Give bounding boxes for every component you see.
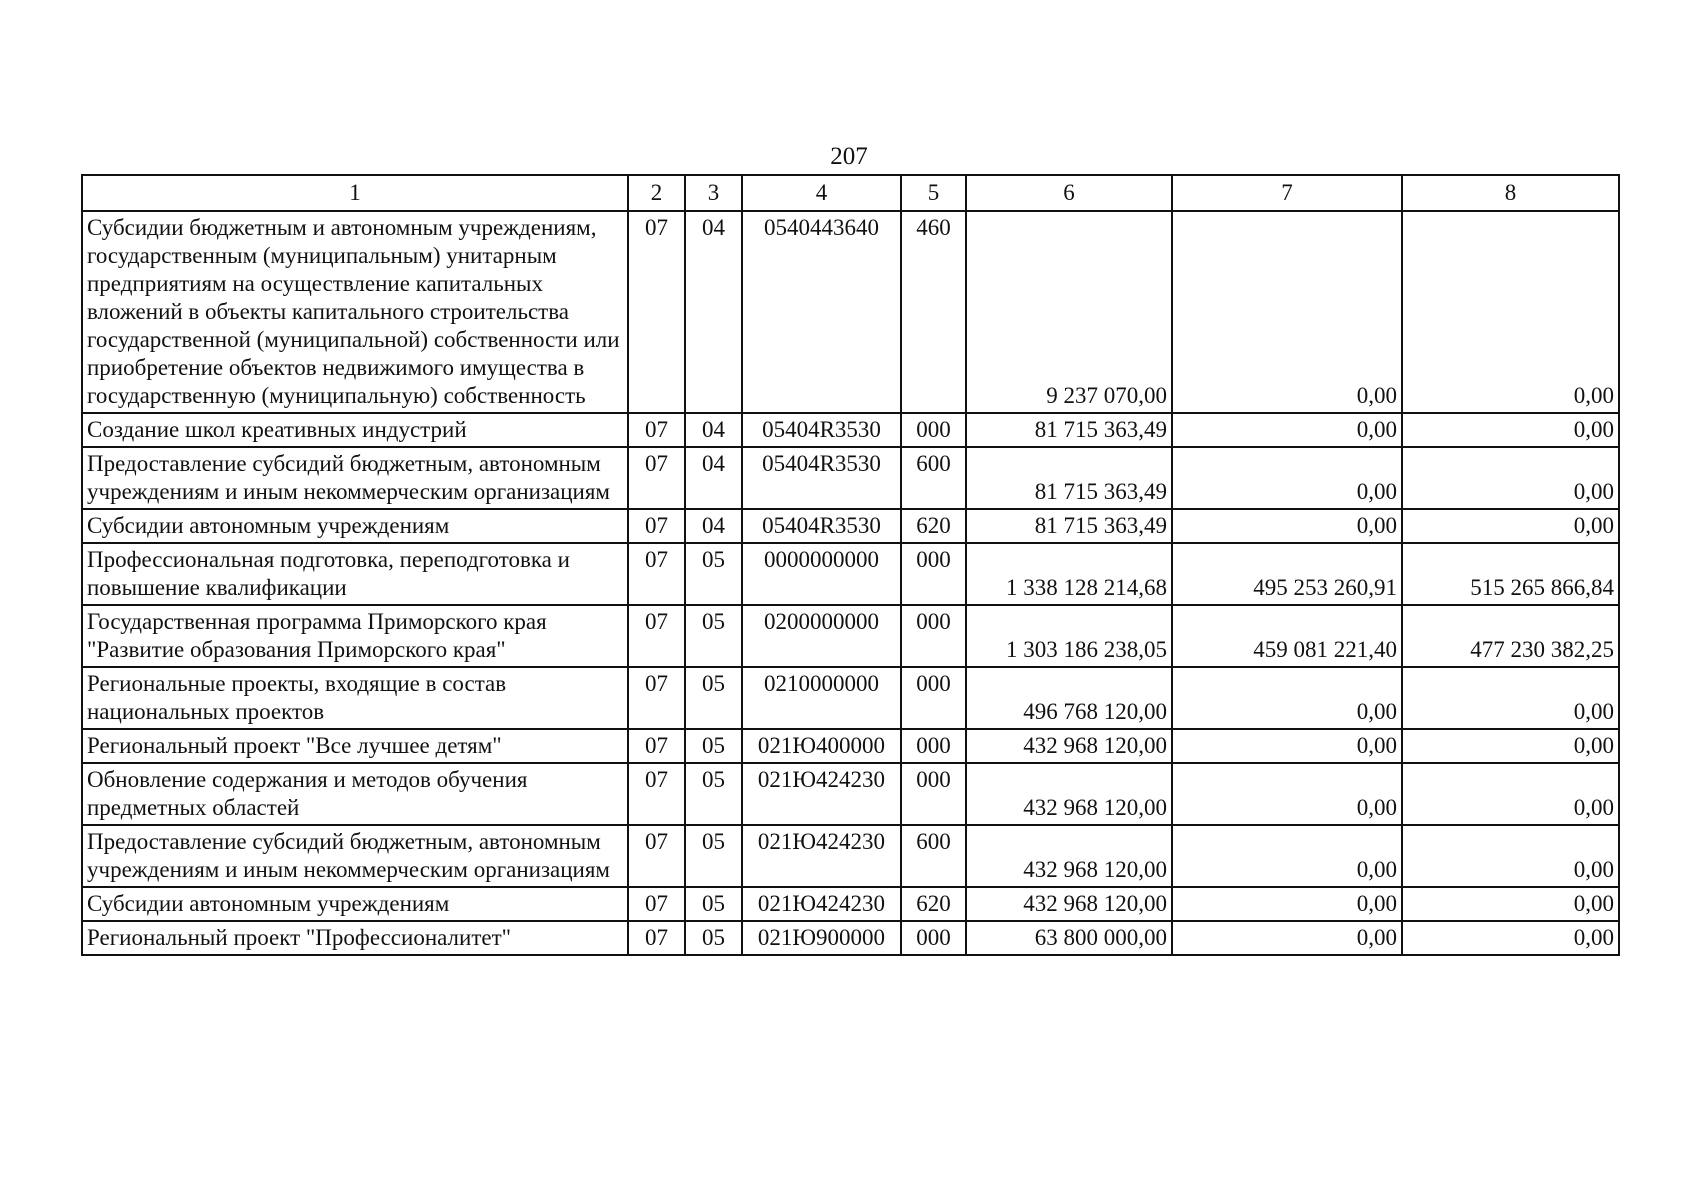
row-amount-col7: 0,00 — [1172, 667, 1402, 729]
row-amount-col8: 477 230 382,25 — [1402, 605, 1619, 667]
row-name: Субсидии автономным учреждениям — [82, 887, 628, 921]
row-expense-type: 460 — [901, 211, 966, 413]
row-target-article: 0000000000 — [742, 543, 901, 605]
row-expense-type: 000 — [901, 543, 966, 605]
row-amount-col7: 0,00 — [1172, 825, 1402, 887]
row-expense-type: 000 — [901, 605, 966, 667]
row-amount-col7: 459 081 221,40 — [1172, 605, 1402, 667]
row-name: Профессиональная подготовка, переподготовка и повышение квалификации — [82, 543, 628, 605]
row-target-article: 021Ю424230 — [742, 887, 901, 921]
row-expense-type: 000 — [901, 667, 966, 729]
row-section-code: 07 — [628, 763, 685, 825]
row-amount-col8: 0,00 — [1402, 921, 1619, 955]
row-name: Субсидии автономным учреждениям — [82, 509, 628, 543]
row-amount-col8: 0,00 — [1402, 667, 1619, 729]
row-subsection-code: 04 — [685, 509, 742, 543]
row-amount-col6: 1 338 128 214,68 — [966, 543, 1172, 605]
header-col-4: 4 — [742, 175, 901, 211]
row-expense-type: 600 — [901, 447, 966, 509]
table-row — [82, 763, 1619, 825]
header-col-2: 2 — [628, 175, 685, 211]
row-target-article: 021Ю900000 — [742, 921, 901, 955]
row-amount-col8: 0,00 — [1402, 211, 1619, 413]
row-name: Государственная программа Приморского края "Развитие образования Приморского края" — [82, 605, 628, 667]
table-row — [82, 667, 1619, 729]
row-section-code: 07 — [628, 447, 685, 509]
row-expense-type: 620 — [901, 509, 966, 543]
row-amount-col8: 0,00 — [1402, 887, 1619, 921]
row-section-code: 07 — [628, 413, 685, 447]
row-amount-col7: 0,00 — [1172, 921, 1402, 955]
row-expense-type: 600 — [901, 825, 966, 887]
row-name: Обновление содержания и методов обучения предметных областей — [82, 763, 628, 825]
row-name: Предоставление субсидий бюджетным, автономным учреждениям и иным некоммерческим организациям — [82, 825, 628, 887]
row-amount-col8: 0,00 — [1402, 413, 1619, 447]
row-subsection-code: 04 — [685, 211, 742, 413]
row-subsection-code: 05 — [685, 729, 742, 763]
row-subsection-code: 04 — [685, 447, 742, 509]
row-expense-type: 000 — [901, 729, 966, 763]
row-subsection-code: 04 — [685, 413, 742, 447]
row-target-article: 05404R3530 — [742, 447, 901, 509]
table-row — [82, 509, 1619, 543]
row-expense-type: 000 — [901, 763, 966, 825]
row-amount-col7: 0,00 — [1172, 729, 1402, 763]
row-amount-col8: 515 265 866,84 — [1402, 543, 1619, 605]
table-body — [82, 211, 1619, 955]
row-name: Субсидии бюджетным и автономным учреждениям, государственным (муниципальным) унитарным предприятиям на осуществление капитальных вложений в объекты капитального строительства государственной (муниципальной) собственности или приобретение объектов недвижимого имущества в государственную (муниципальную) собственность — [82, 211, 628, 413]
row-amount-col7: 0,00 — [1172, 447, 1402, 509]
row-section-code: 07 — [628, 921, 685, 955]
page-number: 207 — [830, 143, 868, 170]
row-subsection-code: 05 — [685, 763, 742, 825]
row-subsection-code: 05 — [685, 667, 742, 729]
row-amount-col7: 495 253 260,91 — [1172, 543, 1402, 605]
budget-table — [81, 174, 1620, 956]
row-name: Региональный проект "Все лучшее детям" — [82, 729, 628, 763]
row-amount-col6: 432 968 120,00 — [966, 825, 1172, 887]
row-amount-col7: 0,00 — [1172, 413, 1402, 447]
row-amount-col6: 81 715 363,49 — [966, 447, 1172, 509]
header-col-6: 6 — [966, 175, 1172, 211]
row-section-code: 07 — [628, 509, 685, 543]
header-col-5: 5 — [901, 175, 966, 211]
row-target-article: 021Ю424230 — [742, 825, 901, 887]
row-amount-col6: 1 303 186 238,05 — [966, 605, 1172, 667]
row-amount-col6: 432 968 120,00 — [966, 729, 1172, 763]
row-amount-col7: 0,00 — [1172, 763, 1402, 825]
row-name: Региональный проект "Профессионалитет" — [82, 921, 628, 955]
row-amount-col8: 0,00 — [1402, 763, 1619, 825]
table-row — [82, 605, 1619, 667]
row-amount-col8: 0,00 — [1402, 825, 1619, 887]
row-amount-col6: 432 968 120,00 — [966, 887, 1172, 921]
row-name: Предоставление субсидий бюджетным, автономным учреждениям и иным некоммерческим организациям — [82, 447, 628, 509]
row-amount-col6: 9 237 070,00 — [966, 211, 1172, 413]
row-amount-col8: 0,00 — [1402, 729, 1619, 763]
row-subsection-code: 05 — [685, 825, 742, 887]
row-section-code: 07 — [628, 825, 685, 887]
row-amount-col7: 0,00 — [1172, 211, 1402, 413]
header-col-8: 8 — [1402, 175, 1619, 211]
table-row — [82, 825, 1619, 887]
row-target-article: 05404R3530 — [742, 509, 901, 543]
header-row — [82, 175, 1619, 211]
row-amount-col7: 0,00 — [1172, 509, 1402, 543]
table-row — [82, 887, 1619, 921]
row-section-code: 07 — [628, 729, 685, 763]
row-target-article: 021Ю424230 — [742, 763, 901, 825]
row-amount-col8: 0,00 — [1402, 509, 1619, 543]
row-expense-type: 000 — [901, 413, 966, 447]
row-amount-col8: 0,00 — [1402, 447, 1619, 509]
row-amount-col6: 81 715 363,49 — [966, 509, 1172, 543]
row-section-code: 07 — [628, 605, 685, 667]
table-row — [82, 447, 1619, 509]
table-row — [82, 543, 1619, 605]
row-section-code: 07 — [628, 667, 685, 729]
row-section-code: 07 — [628, 543, 685, 605]
table-row — [82, 729, 1619, 763]
table-row — [82, 211, 1619, 413]
row-expense-type: 000 — [901, 921, 966, 955]
row-amount-col6: 496 768 120,00 — [966, 667, 1172, 729]
table-row — [82, 413, 1619, 447]
row-target-article: 05404R3530 — [742, 413, 901, 447]
row-amount-col6: 81 715 363,49 — [966, 413, 1172, 447]
row-target-article: 0200000000 — [742, 605, 901, 667]
row-name: Создание школ креативных индустрий — [82, 413, 628, 447]
header-col-7: 7 — [1172, 175, 1402, 211]
row-target-article: 0210000000 — [742, 667, 901, 729]
table-row — [82, 921, 1619, 955]
table-header — [82, 175, 1619, 211]
row-amount-col6: 63 800 000,00 — [966, 921, 1172, 955]
row-subsection-code: 05 — [685, 543, 742, 605]
row-subsection-code: 05 — [685, 887, 742, 921]
row-name: Региональные проекты, входящие в состав национальных проектов — [82, 667, 628, 729]
row-target-article: 021Ю400000 — [742, 729, 901, 763]
row-expense-type: 620 — [901, 887, 966, 921]
row-subsection-code: 05 — [685, 921, 742, 955]
header-col-3: 3 — [685, 175, 742, 211]
row-target-article: 0540443640 — [742, 211, 901, 413]
row-amount-col7: 0,00 — [1172, 887, 1402, 921]
row-section-code: 07 — [628, 211, 685, 413]
row-section-code: 07 — [628, 887, 685, 921]
header-col-1: 1 — [82, 175, 628, 211]
row-subsection-code: 05 — [685, 605, 742, 667]
row-amount-col6: 432 968 120,00 — [966, 763, 1172, 825]
